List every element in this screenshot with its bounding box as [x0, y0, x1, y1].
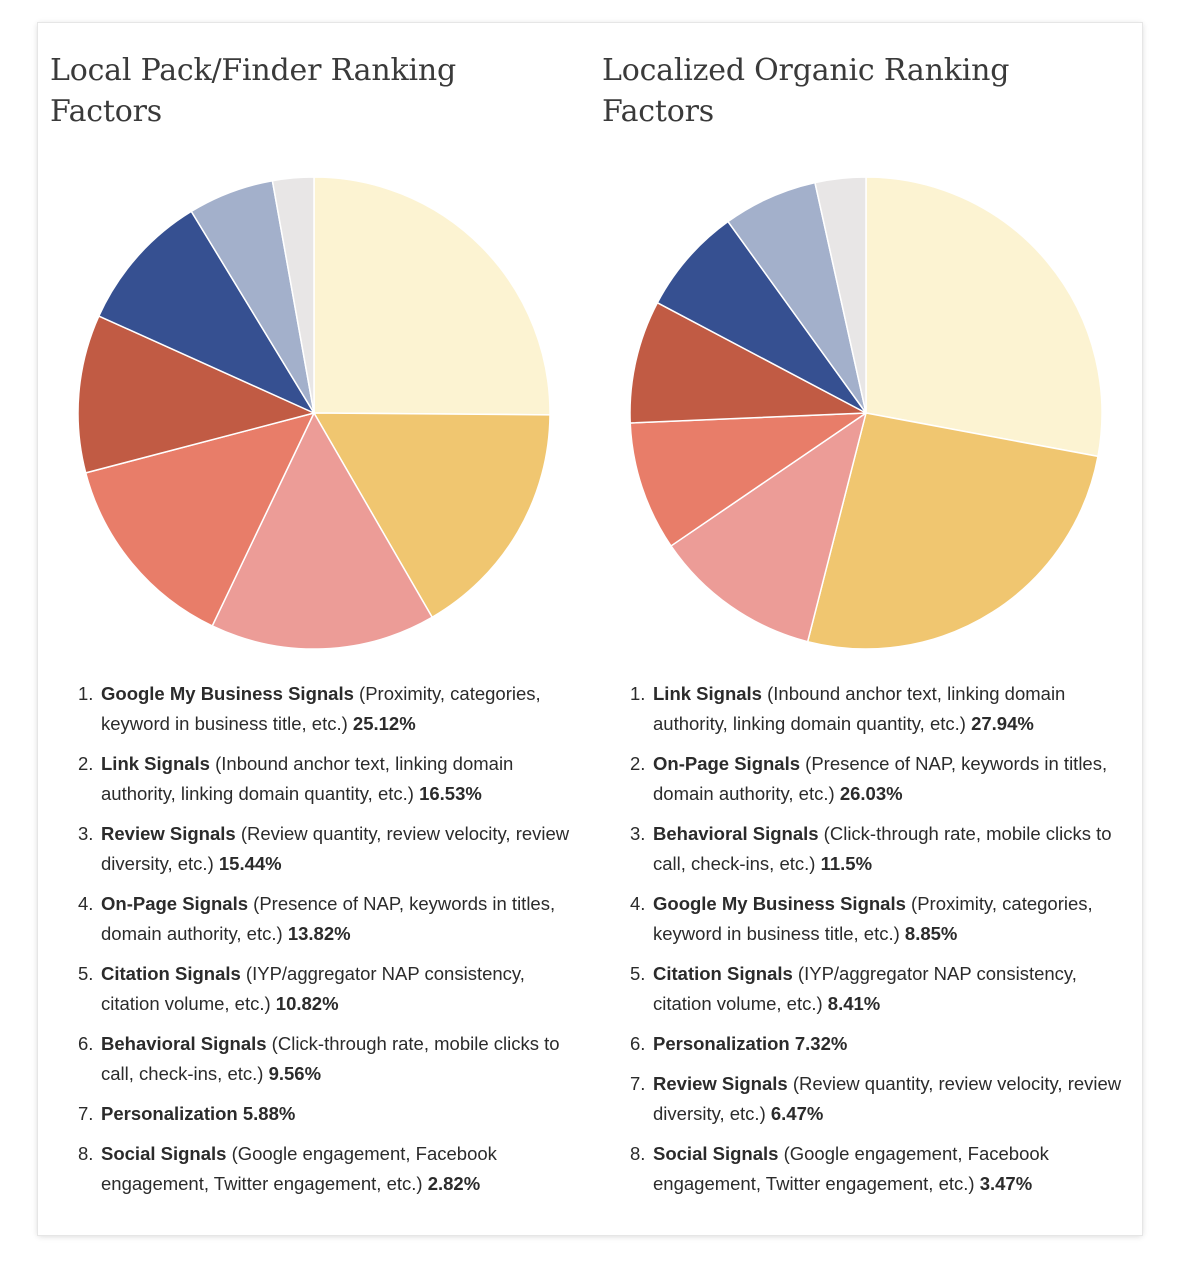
- factor-number: 5.: [630, 963, 646, 984]
- list-item: [78, 1029, 578, 1089]
- list-item: [630, 889, 1130, 949]
- factor-percentage: 6.47%: [770, 1103, 824, 1124]
- factor-description: (Inbound anchor text, linking domain authority, linking domain quantity, etc.): [101, 753, 514, 804]
- factor-name: Social Signals: [101, 1143, 227, 1164]
- factor-name: Behavioral Signals: [653, 823, 819, 844]
- factor-number: 4.: [630, 893, 646, 914]
- list-item: [78, 889, 578, 949]
- factor-percentage: 9.56%: [268, 1063, 322, 1084]
- factor-number: 3.: [630, 823, 646, 844]
- factor-number: 2.: [78, 753, 94, 774]
- factor-number: 3.: [78, 823, 94, 844]
- list-item: [78, 1099, 578, 1129]
- factor-number: 6.: [630, 1033, 646, 1054]
- list-item: [630, 1139, 1130, 1199]
- factor-description: (Proximity, categories, keyword in business title, etc.): [653, 893, 1093, 944]
- list-item: [78, 679, 578, 739]
- factor-name: On-Page Signals: [653, 753, 801, 774]
- factor-name: Link Signals: [653, 683, 762, 704]
- factor-name: Citation Signals: [653, 963, 793, 984]
- localized-organic-title: Localized Organic Ranking Factors: [602, 53, 1010, 129]
- factor-description: (Presence of NAP, keywords in titles, domain authority, etc.): [653, 753, 1108, 804]
- list-item: [630, 819, 1130, 879]
- factor-percentage: 10.82%: [275, 993, 339, 1014]
- factor-number: 7.: [78, 1103, 94, 1124]
- local-pack-column: [38, 23, 578, 1235]
- list-item: [630, 679, 1130, 739]
- factor-number: 8.: [630, 1143, 646, 1164]
- factor-description: (IYP/aggregator NAP consistency, citation volume, etc.): [653, 963, 1077, 1014]
- factor-name: Behavioral Signals: [101, 1033, 267, 1054]
- factor-percentage: 3.47%: [979, 1173, 1033, 1194]
- factor-number: 1.: [630, 683, 646, 704]
- list-item: [78, 819, 578, 879]
- local-pack-pie-chart: [38, 163, 590, 683]
- local-pack-factor-list: [78, 679, 578, 1209]
- factor-percentage: 8.41%: [827, 993, 881, 1014]
- factor-name: Review Signals: [101, 823, 236, 844]
- factor-description: (Click-through rate, mobile clicks to call, check-ins, etc.): [653, 823, 1112, 874]
- list-item: [78, 959, 578, 1019]
- factor-name: Personalization: [101, 1103, 238, 1124]
- factor-name: Link Signals: [101, 753, 210, 774]
- factor-percentage: 25.12%: [352, 713, 416, 734]
- factor-description: (Google engagement, Facebook engagement, Twitter engagement, etc.): [653, 1143, 1049, 1194]
- factor-description: (Review quantity, review velocity, review diversity, etc.): [653, 1073, 1122, 1124]
- factor-number: 4.: [78, 893, 94, 914]
- factor-percentage: 15.44%: [218, 853, 282, 874]
- factor-number: 2.: [630, 753, 646, 774]
- factor-description: (Inbound anchor text, linking domain authority, linking domain quantity, etc.): [653, 683, 1066, 734]
- pie-slice-google-my-business-signals: [314, 177, 550, 415]
- factor-name: Social Signals: [653, 1143, 779, 1164]
- factor-percentage: 26.03%: [839, 783, 903, 804]
- list-item: [78, 749, 578, 809]
- list-item: [630, 1029, 1130, 1059]
- factor-percentage: 5.88%: [242, 1103, 296, 1124]
- factor-number: 6.: [78, 1033, 94, 1054]
- factor-number: 5.: [78, 963, 94, 984]
- factor-percentage: 8.85%: [904, 923, 958, 944]
- factor-name: Review Signals: [653, 1073, 788, 1094]
- list-item: [630, 749, 1130, 809]
- factor-description: (Presence of NAP, keywords in titles, domain authority, etc.): [101, 893, 556, 944]
- factor-description: (Click-through rate, mobile clicks to call, check-ins, etc.): [101, 1033, 560, 1084]
- ranking-factors-card: [38, 23, 1142, 1235]
- factor-number: 7.: [630, 1073, 646, 1094]
- factor-description: (Proximity, categories, keyword in business title, etc.): [101, 683, 541, 734]
- factor-number: 8.: [78, 1143, 94, 1164]
- localized-organic-column: [590, 23, 1130, 1235]
- factor-name: Google My Business Signals: [653, 893, 906, 914]
- list-item: [630, 1069, 1130, 1129]
- factor-description: (Google engagement, Facebook engagement, Twitter engagement, etc.): [101, 1143, 497, 1194]
- localized-organic-pie-chart: [590, 163, 1142, 683]
- factor-percentage: 13.82%: [287, 923, 351, 944]
- factor-percentage: 27.94%: [971, 713, 1034, 734]
- factor-name: Personalization: [653, 1033, 790, 1054]
- factor-description: (IYP/aggregator NAP consistency, citation volume, etc.): [101, 963, 525, 1014]
- factor-number: 1.: [78, 683, 94, 704]
- factor-percentage: 2.82%: [427, 1173, 481, 1194]
- factor-name: On-Page Signals: [101, 893, 249, 914]
- factor-percentage: 7.32%: [794, 1033, 848, 1054]
- factor-description: (Review quantity, review velocity, review diversity, etc.): [101, 823, 570, 874]
- local-pack-title: Local Pack/Finder Ranking Factors: [50, 53, 456, 129]
- factor-percentage: 16.53%: [419, 783, 482, 804]
- factor-name: Google My Business Signals: [101, 683, 354, 704]
- pie-slice-link-signals: [866, 177, 1102, 456]
- list-item: [78, 1139, 578, 1199]
- localized-organic-factor-list: [630, 679, 1130, 1209]
- list-item: [630, 959, 1130, 1019]
- factor-name: Citation Signals: [101, 963, 241, 984]
- factor-percentage: 11.5%: [820, 853, 873, 874]
